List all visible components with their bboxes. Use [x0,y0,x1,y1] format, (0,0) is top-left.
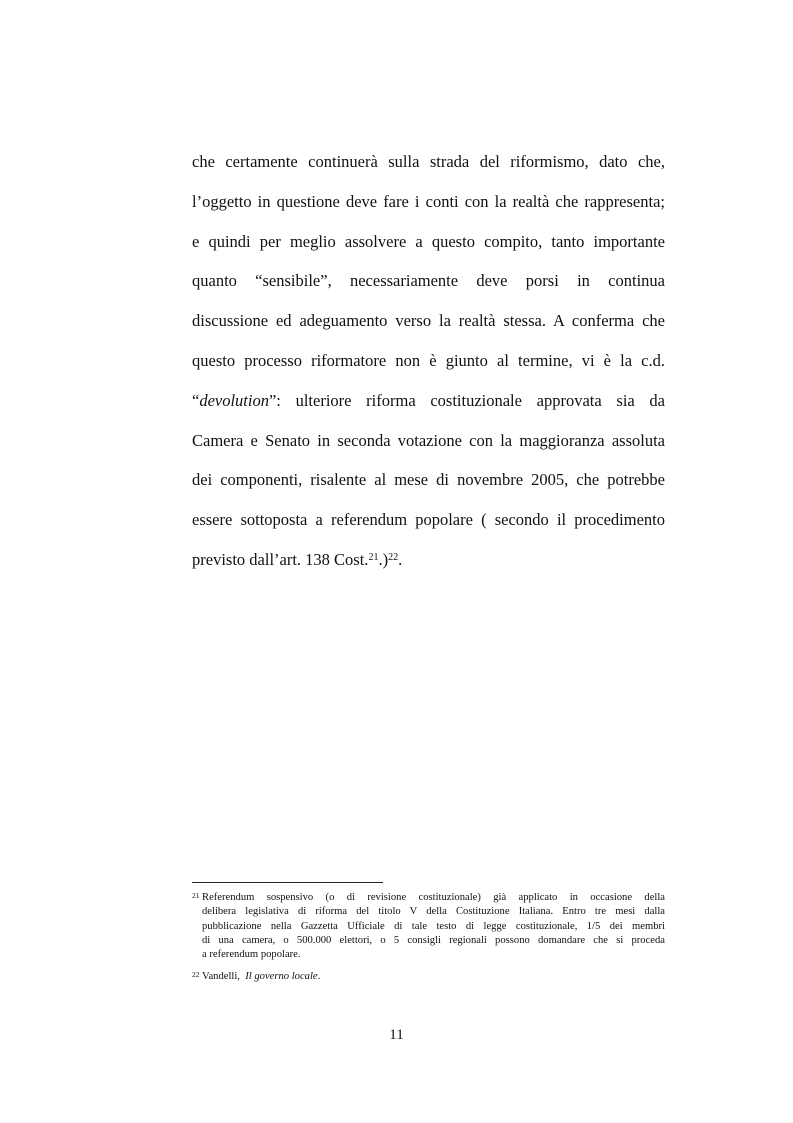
last-line-text: previsto dall’art. 138 Cost. [192,549,369,569]
body-text [192,142,665,580]
body-line: discussione ed adeguamento verso la realtà stessa. A conferma che [192,311,665,331]
devolution-term: devolution [199,390,269,410]
body-line-last [192,540,665,580]
page-number: 11 [389,1027,404,1043]
open-quote: “ [192,390,200,410]
body-line: l’oggetto in questione deve fare i conti con la realtà che rappresenta; [192,191,665,211]
last-line-end: . [398,549,403,569]
body-line: dei componenti, risalente al mese di novembre 2005, che potrebbe [192,470,665,490]
body-line-devolution [192,381,665,421]
footnote-ref-22[interactable]: 22 [388,551,399,563]
body-line: Camera e Senato in seconda votazione con la maggioranza assoluta [192,430,665,450]
footnote-title: Il governo locale [245,971,318,983]
body-line: questo processo riformatore non è giunto al termine, vi è la c.d. [192,350,665,370]
footnote-separator [192,882,383,883]
footnote-line: Referendum sospensivo (o di revisione costituzionale) già applicato in occasione della [202,892,665,903]
body-line: essere sottoposta a referendum popolare ( secondo il procedimento [192,510,665,530]
body-line: e quindi per meglio assolvere a questo compito, tanto importante [192,231,665,251]
footnote-line: di una camera, o 500.000 elettori, o 5 consigli regionali possono domandare che si proceda [202,934,665,946]
footnote-end: . [317,971,321,983]
footnotes [192,891,665,993]
footnote-line: delibera legislativa di riforma del titolo V della Costituzione Italiana. Entro tre mesi dalla [202,906,665,918]
footnote-number: 21 [192,891,200,900]
footnote-22 [192,970,665,984]
footnote-line: a referendum popolare. [202,949,301,961]
last-line-mid: .) [378,549,389,569]
footnote-author: Vandelli, [202,971,240,983]
body-line: che certamente continuerà sulla strada del riformismo, dato che, [192,152,665,171]
devolution-rest: ”: ulteriore riforma costituzionale approvata sia da [268,390,665,410]
footnote-line [202,970,665,984]
body-line: quanto “sensibile”, necessariamente deve porsi in continua [192,271,665,291]
footnote-21 [192,891,665,962]
footnote-line: pubblicazione nella Gazzetta Ufficiale di tale testo di legge costituzionale, 1/5 dei membri [202,920,665,932]
footnote-number: 22 [192,970,200,980]
footnote-ref-21[interactable]: 21 [368,551,379,563]
